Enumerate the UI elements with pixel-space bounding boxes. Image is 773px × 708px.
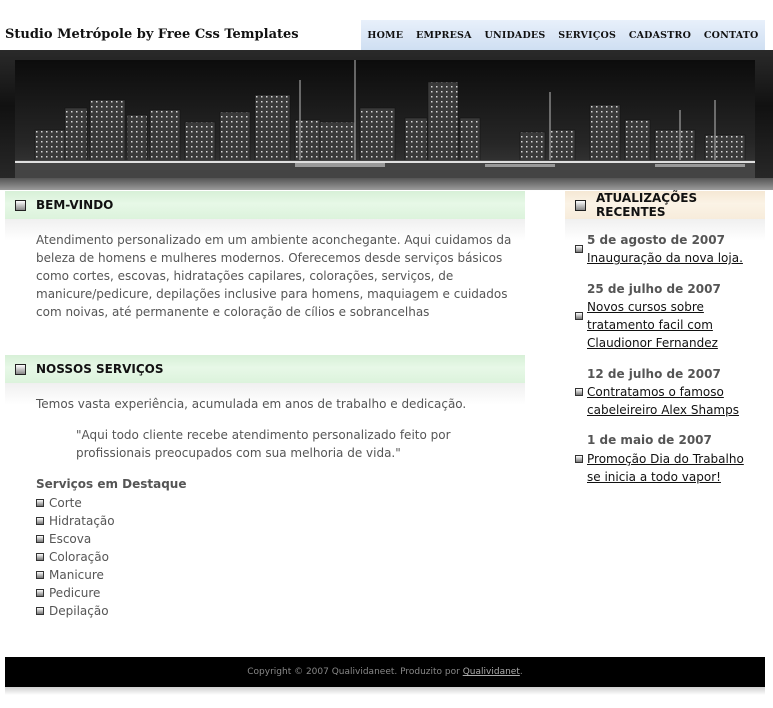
top-navigation bbox=[361, 20, 765, 50]
skyline-illustration bbox=[15, 60, 755, 178]
nav-home[interactable]: HOME bbox=[367, 29, 404, 41]
footer-copyright: Copyright © 2007 Qualividaneet. Produzito por bbox=[247, 667, 460, 677]
square-bullet-icon bbox=[15, 364, 26, 375]
square-bullet-icon bbox=[36, 553, 44, 561]
nav-empresa[interactable]: EMPRESA bbox=[416, 29, 472, 41]
square-bullet-icon bbox=[575, 455, 583, 463]
featured-services-list bbox=[36, 494, 115, 620]
list-item: Coloração bbox=[36, 548, 115, 566]
update-link[interactable]: Contratamos o famoso cabeleireiro Alex Shamps bbox=[587, 385, 739, 417]
square-bullet-icon bbox=[15, 200, 26, 211]
footer-period: . bbox=[519, 667, 523, 677]
list-item: Escova bbox=[36, 530, 115, 548]
square-bullet-icon bbox=[575, 245, 583, 253]
square-bullet-icon bbox=[36, 499, 44, 507]
footer-author-link[interactable]: Qualividanet bbox=[462, 667, 520, 677]
update-link[interactable]: Promoção Dia do Trabalho se inicia a todo vapor! bbox=[587, 452, 744, 484]
update-date: 1 de maio de 2007 bbox=[587, 433, 712, 447]
updates-heading: ATUALIZAÇÕES RECENTES bbox=[596, 191, 698, 219]
footer bbox=[5, 657, 765, 687]
header-banner bbox=[0, 50, 773, 190]
banner-bottom-fade bbox=[0, 178, 773, 190]
services-intro: Temos vasta experiência, acumulada em anos de trabalho e dedicação. bbox=[36, 397, 467, 411]
update-link[interactable]: Novos cursos sobre tratamento facil com Claudionor Fernandez bbox=[587, 300, 718, 350]
nav-unidades[interactable]: UNIDADES bbox=[484, 29, 546, 41]
list-item: Manicure bbox=[36, 566, 115, 584]
list-item: Hidratação bbox=[36, 512, 115, 530]
nav-servicos[interactable]: SERVIÇOS bbox=[558, 29, 617, 41]
square-bullet-icon bbox=[36, 607, 44, 615]
square-bullet-icon bbox=[575, 312, 583, 320]
welcome-text: Atendimento personalizado em um ambiente aconchegante. Aqui cuidamos da beleza de homens e mulheres modernos. Oferecemos desde serviços básicos como cortes, escovas, hidratações capilares, colorações, serviços, de manicure/pedicure, depilações inclusive para homens, maquiagem e cuidados com noivas, até permanente e coloração de cílios e sobrancelhas bbox=[36, 233, 512, 319]
services-heading-bar bbox=[5, 355, 525, 383]
services-heading: NOSSOS SERVIÇOS bbox=[36, 362, 164, 376]
list-item: Corte bbox=[36, 494, 115, 512]
footer-fade bbox=[5, 687, 765, 695]
nav-cadastro[interactable]: CADASTRO bbox=[628, 29, 692, 41]
list-item: Pedicure bbox=[36, 584, 115, 602]
update-date: 12 de julho de 2007 bbox=[587, 367, 721, 381]
nav-contato[interactable]: CONTATO bbox=[703, 29, 759, 41]
square-bullet-icon bbox=[36, 571, 44, 579]
updates-heading-bar bbox=[565, 191, 765, 219]
list-item: Depilação bbox=[36, 602, 115, 620]
update-date: 5 de agosto de 2007 bbox=[587, 233, 725, 247]
update-date: 25 de julho de 2007 bbox=[587, 282, 721, 296]
welcome-heading: BEM-VINDO bbox=[36, 198, 114, 212]
site-title: Studio Metrópole by Free Css Templates bbox=[5, 27, 299, 42]
services-quote: "Aqui todo cliente recebe atendimento personalizado feito por profissionais preocupados com sua melhoria de vida." bbox=[76, 428, 451, 460]
featured-services-title: Serviços em Destaque bbox=[36, 477, 187, 491]
city-skyline-image bbox=[15, 60, 755, 178]
square-bullet-icon bbox=[36, 517, 44, 525]
welcome-heading-bar bbox=[5, 191, 525, 219]
square-bullet-icon bbox=[36, 535, 44, 543]
square-bullet-icon bbox=[36, 589, 44, 597]
square-bullet-icon bbox=[575, 388, 583, 396]
update-link[interactable]: Inauguração da nova loja. bbox=[587, 251, 743, 265]
square-bullet-icon bbox=[575, 200, 586, 211]
